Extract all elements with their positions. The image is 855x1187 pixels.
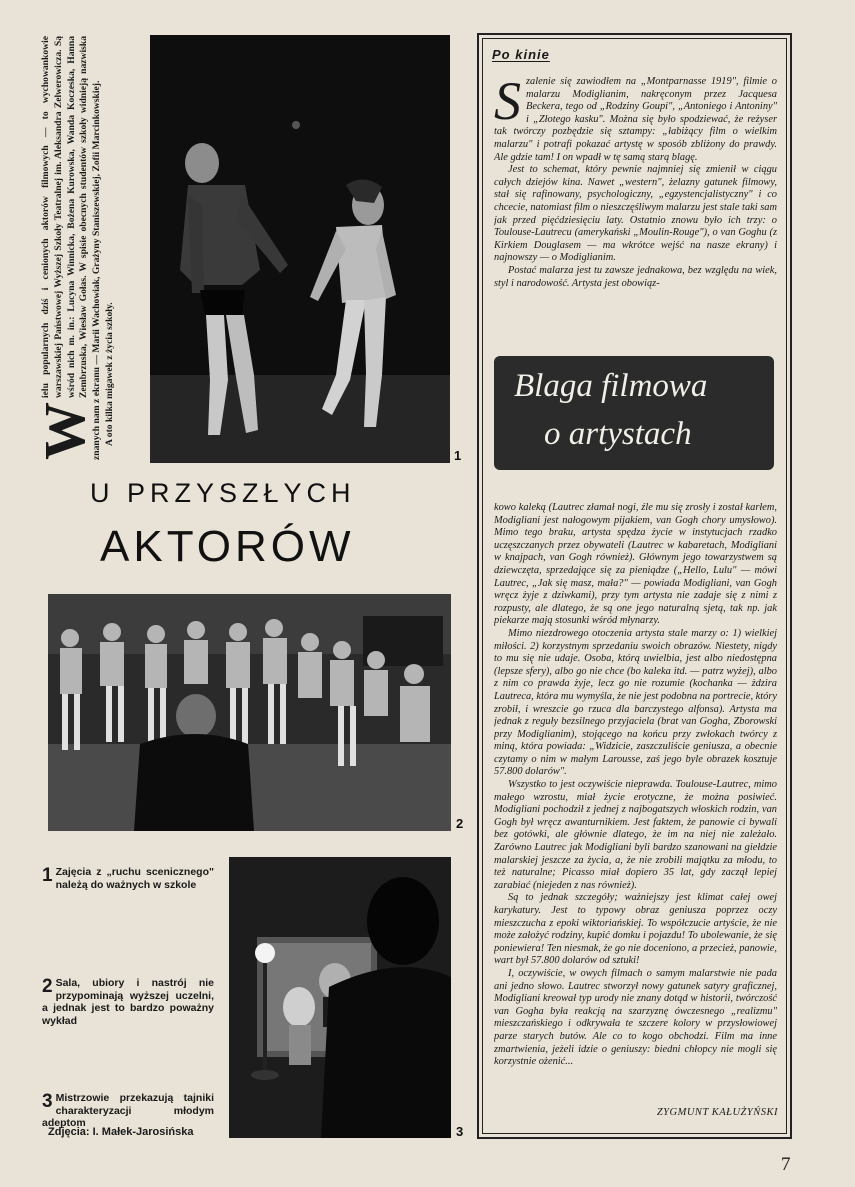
intro-paragraph-2: A oto kilka migawek z życia szkoły. (103, 302, 115, 446)
article-author: ZYGMUNT KAŁUŻYŃSKI (656, 1107, 778, 1118)
article-title-line-2: o artystach (544, 416, 692, 452)
caption-1-text: Zajęcia z „ruchu scenicznego" należą do ważnych w szkole (55, 866, 214, 891)
page-number: 7 (781, 1154, 791, 1175)
intro-block (32, 36, 144, 460)
photo-2-number: 2 (456, 816, 464, 831)
caption-3-text: Mistrzowie przekazują tajniki charakteryzacji młodym adeptom (42, 1092, 214, 1129)
photo-1-dancers (150, 35, 450, 463)
intro-text (32, 36, 117, 460)
caption-3 (42, 1092, 214, 1130)
caption-2-number: 2 (42, 976, 53, 997)
article-bottom-paragraph-5: I, oczywiście, w owych filmach o samym malarstwie nie pada ani jedno słowo. Lautrec stworzył nowy gatunek satyry graficznej, Modigliani kreował typ urody nie znany dotąd w historii, twórczość van Gogha była reakcją na szarzyznę ówczesnego „realizmu" mieszczańskiego i odkrywała te szczere kolory w przysłowiowej parze starych butów. Ale co to kogo obchodzi. Film ma inne zmartwienia, jeżeli idzie o geniuszy: biedni chłopcy nie mogli się korzystnie ożenić... (494, 967, 777, 1068)
photo-1-number: 1 (454, 448, 462, 463)
caption-2-text: Sala, ubiory i nastrój nie przypominają wyższej uczelni, a jednak jest to bardzo poważny wykład (42, 977, 214, 1027)
intro-paragraph-1: ielu popularnych dziś i cenionych aktorów filmowych — to wychowankowie warszawskiej Państwowej Wyższej Szkoły Teatralnej im. Aleksandra Zelwerowicza. Są wśród nich m. in.: Lucyna Winnicka, Bożena Kurowska, Wanda Koczeska, Hanna Zembrzuska, Wiesław Gołas. W spisie obecnych studentów szkoły widnieją nazwiska znanych nam z ekranu — Marii Wachowiak, Grażyny Staniszewskiej, Zofii Marcinkowskiej. (40, 36, 103, 460)
article-title-line-1: Blaga filmowa (514, 368, 708, 404)
article-top-text (494, 76, 777, 348)
article-bottom-paragraph-1: kowo kaleką (Lautrec złamał nogi, źle mu się zrosły i został karłem, Modigliani jest nałogowym pijakiem, van Gogh chory umysłowo). Mimo tego braku, artysta spędza życie w instytucjach rzadko uczęszczanych przez obywateli (Lautrec w kabaretach, Modigliani w knajpach, van Gogh również). Głównym jego towarzystwem są dziewczęta, sprzedające się za pieniądze („Hello, Lulu" — mówi Lautrec, „Jak się masz, mała?" — powiada Modigliani, van Gogh wręcz żyje z dziwkami), przy tym artysta nie zadaje się z nimi z rozpusty, ale dlatego, że są one jego naturalną sjetą, tak np. jak piekarze mają stosunki wśród młynarzy. (494, 502, 777, 627)
headline-line-1: U PRZYSZŁYCH (90, 478, 356, 508)
photo-3-number: 3 (456, 1124, 464, 1139)
article-top-paragraph-1: zalenie się zawiodłem na „Montparnasse 1919", filmie o malarzu Modiglianim, nakręconym przez Jacquesa Beckera, tego od „Rodziny Goupi", „Antoniego i Antoniny" i „Złotego kasku". Można się było spodziewać, że reżyser tak twórczy pozbędzie się sztampy: „łabiżący film o wielkim malarzu" i potrafi pokazać artystę w sposób zbliżony do prawdy. Ale gdzie tam! I on wpadł w tę samą starą blagę. (494, 76, 777, 163)
article-drop-cap: S (494, 76, 521, 131)
article-top-paragraph-2: Jest to schemat, który pewnie najmniej się zmienił w ciągu całych dziejów kina. Nawet „western", żelazny gatunek filmowy, stał się rafinowany, psychologiczny, „egzystencjalistyczny" i co chcecie, natomiast film o nieszczęśliwym malarzu jest stale taki sam jak przed pięćdziesięciu laty. Ostatnio znowu było ich trzy: o Toulouse-Lautrecu (amerykański „Moulin-Rouge"), o van Goghu (z Kirkiem Douglasem — ma wkrótce wejść na nasze ekrany) i najnowszy — o Modiglianim. (494, 164, 777, 264)
photo-2-classroom (48, 594, 451, 831)
photo-credit: Zdjęcia: I. Małek-Jarosińska (48, 1126, 194, 1138)
caption-1 (42, 866, 214, 891)
caption-1-number: 1 (42, 865, 53, 886)
article-bottom-paragraph-3: Wszystko to jest oczywiście nieprawda. Toulouse-Lautrec, mimo małego wzrostu, miał życie erotyczne, że można posiwieć. Modigliani pochodził z jednej z najbogatszych włoskich rodzin, van Gogh był wręcz awanturnikiem. Jest faktem, że panowie ci bywali bez gotówki, ale głównie dlatego, że im na niej nie zależało. Zarówno Lautrec jak Modigliani byli bardzo szanowani na giełdzie malarskiej jeszcze za życia, a, że nie zrobili majątku za młodu, to też naturalne; Picasso miał dopiero 35 lat, gdy zaczął lepiej zarabiać (niejeden z nas również). (494, 779, 777, 891)
photo-3-makeup (229, 857, 451, 1138)
article-top-paragraph-3: Postać malarza jest tu zawsze jednakowa, bez względu na wiek, styl i narodowość. Artysta jest obowiąz- (494, 264, 777, 289)
article-bottom-paragraph-4: Są to jednak szczegóły; ważniejszy jest klimat całej owej karykatury. Jest to typowy obraz geniusza poprzez oczy mieszczucha z epoki wiktoriańskiej. To współczucie artyście, że nie może założyć rodziny, kupić domku i pojazdu! To ubolewanie, że się poniewiera! Ten niesmak, że go nie doceniono, a przecież, panowie, wart był 57.800 dolarów od sztuki! (494, 892, 777, 967)
article-bottom-text (494, 502, 777, 1104)
caption-3-number: 3 (42, 1091, 53, 1112)
article-bottom-paragraph-2: Mimo niezdrowego otoczenia artysta stale marzy o: 1) wielkiej miłości. 2) korzystnym sprzedaniu swoich obrazów. Niestety, nigdy to mu się nie udaje. Osoba, którą uwielbia, jest albo niedostępna (lepsze sfery), albo go nie chce (bo kaleka itd. — patrz wyżej), albo z nim co prawda żyje, lecz go nie rozumie (kochanka — żdzira Lautreca, która mu wymyśla, że nie jest podobna na portrecie, który zrobił, i wreszcie go rzuca dla barczystego alfonsa). Artysta ma jednak z reguły bezsilnego przyjaciela (brat van Gogha, Zborowski przy Modiglianim), stojącego na końcu przy zwłokach twórcy z miną, która powiada: „Widzicie, zaszczuliście geniusza, a obecnie czytamy o nim w małym Larousse, zaś jego byle obrazek kosztuje 57.800 dolarów". (494, 627, 777, 778)
intro-drop-cap: W (32, 402, 97, 460)
section-header: Po kinie (492, 47, 550, 62)
headline-line-2: AKTORÓW (100, 522, 355, 571)
article-title-box (494, 356, 774, 470)
caption-2 (42, 977, 214, 1027)
